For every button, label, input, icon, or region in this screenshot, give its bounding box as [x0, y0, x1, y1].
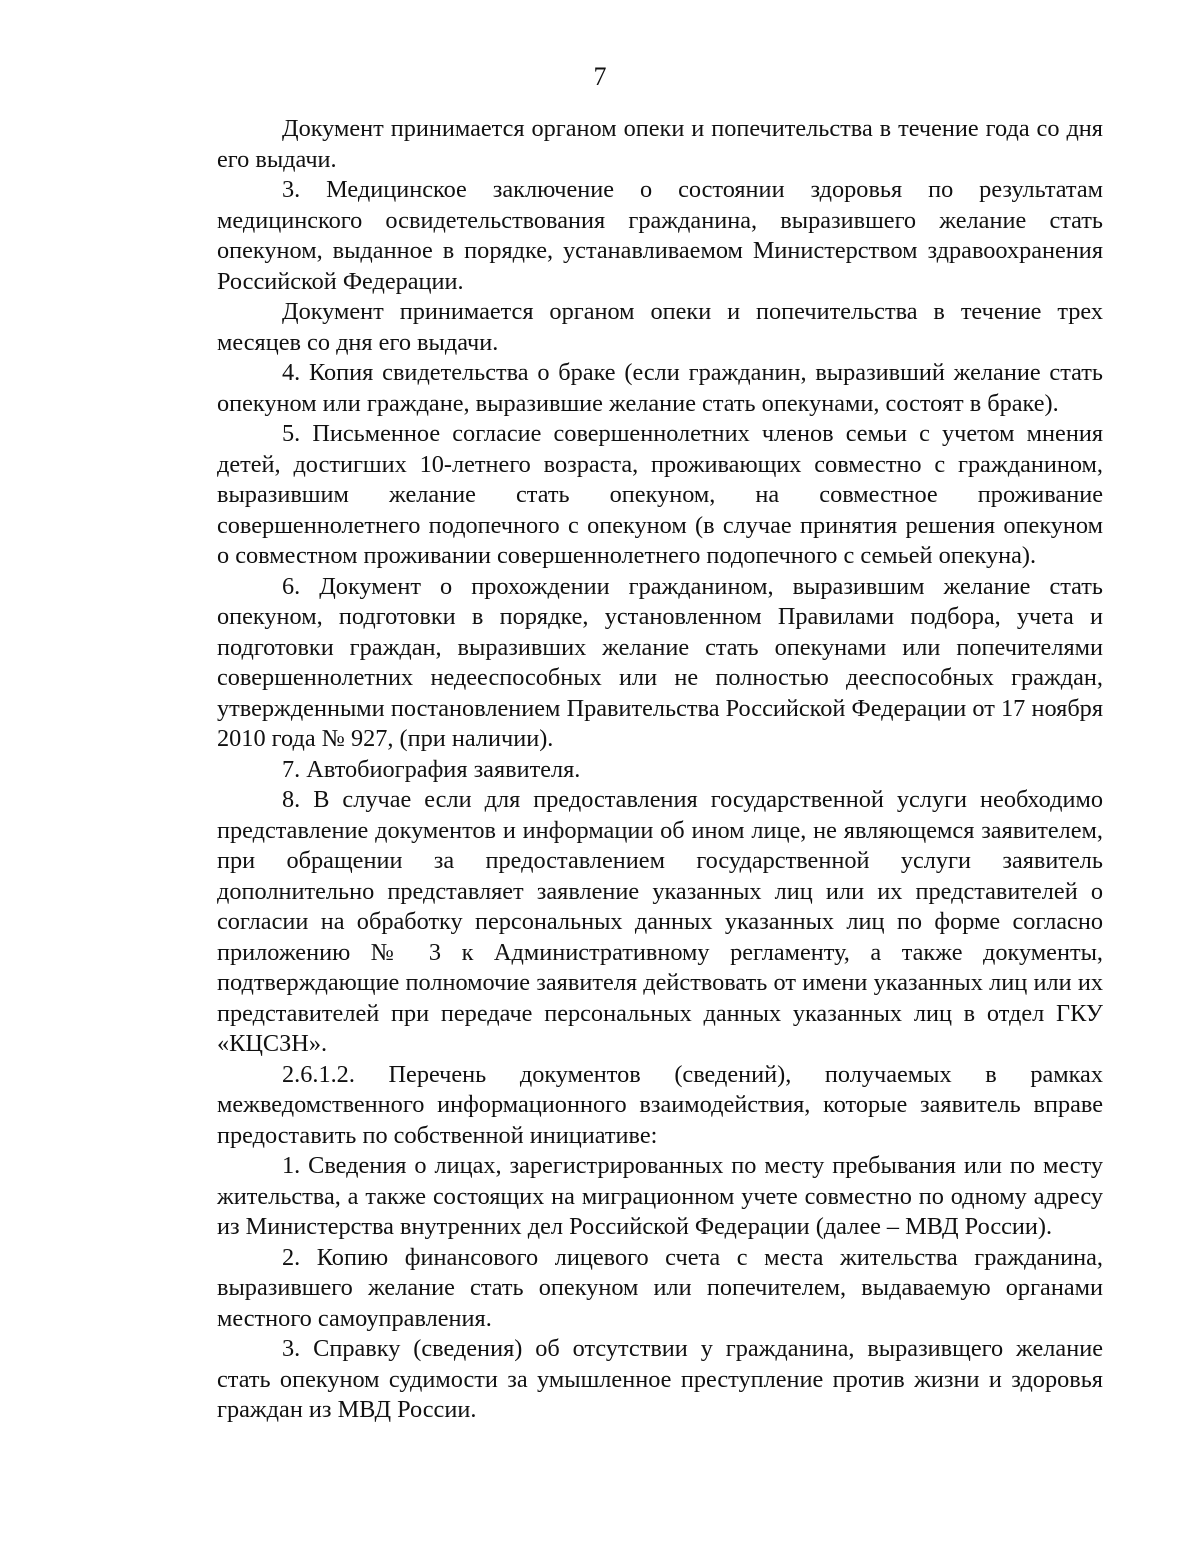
paragraph-interagency-item-2: 2. Копию финансового лицевого счета с места жительства гражданина, выразившего желание стать опекуном или попечителем, выдаваемую органами местного самоуправления. — [217, 1243, 1103, 1332]
paragraph-item-7-autobiography: 7. Автобиография заявителя. — [282, 755, 581, 783]
paragraph-item-8-personal-data-consent: 8. В случае если для предоставления государственной услуги необходимо представление документов и информации об ином лице, не являющемся заявителем, при обращении за предоставлением государственной услуги заявитель дополнительно представляет заявление указанных лиц или их представителей о согласии на обработку персональных данных указанных лиц по форме согласно приложению № 3 к Административному регламенту, а также документы, подтверждающие полномочие заявителя действовать от имени указанных лиц или их представителей при передаче персональных данных указанных лиц в отдел ГКУ «КЦСЗН». — [217, 786, 1103, 1057]
paragraph-item-6-training-document: 6. Документ о прохождении гражданином, выразившим желание стать опекуном, подготовки в порядке, установленном Правилами подбора, учета и подготовки граждан, выразивших желание стать опекунами или попечителями совершеннолетних недееспособных или не полностью дееспособных граждан, утвержденными постановлением Правительства Российской Федерации от 17 ноября 2010 года № 927, (при наличии). — [217, 572, 1103, 752]
paragraph-item-3-medical-conclusion: 3. Медицинское заключение о состоянии здоровья по результатам медицинского освидетельствования гражданина, выразившего желание стать опекуном, выданное в порядке, устанавливаемом Министерством здравоохранения Российской Федерации. — [217, 176, 1103, 295]
paragraph-item-4-marriage-certificate: 4. Копия свидетельства о браке (если гражданин, выразивший желание стать опекуном или граждане, выразившие желание стать опекунами, состоят в браке). — [217, 359, 1103, 417]
paragraph-section-2-6-1-2: 2.6.1.2. Перечень документов (сведений), получаемых в рамках межведомственного информационного взаимодействия, которые заявитель вправе предоставить по собственной инициативе: — [217, 1060, 1103, 1149]
paragraph-item-5-family-consent: 5. Письменное согласие совершеннолетних членов семьи с учетом мнения детей, достигших 10-летнего возраста, проживающих совместно с гражданином, выразившим желание стать опекуном, на совместное проживание совершеннолетнего подопечного с опекуном (в случае принятия решения опекуном о совместном проживании совершеннолетнего подопечного с семьей опекуна). — [217, 420, 1103, 569]
paragraph-document-validity-year: Документ принимается органом опеки и попечительства в течение года со дня его выдачи. — [217, 115, 1103, 173]
paragraph-document-validity-three-months: Документ принимается органом опеки и попечительства в течение трех месяцев со дня его выдачи. — [217, 298, 1103, 356]
paragraph-interagency-item-3: 3. Справку (сведения) об отсутствии у гражданина, выразивщего желание стать опекуном судимости за умышленное преступление против жизни и здоровья граждан из МВД России. — [217, 1335, 1103, 1423]
paragraph-interagency-item-1: 1. Сведения о лицах, зарегистрированных по месту пребывания или по месту жительства, а также состоящих на миграционном учете совместно по одному адресу из Министерства внутренних дел Российской Федерации (далее – МВД России). — [217, 1152, 1103, 1240]
page-number: 7 — [593, 62, 607, 91]
document-body — [217, 114, 1103, 1426]
